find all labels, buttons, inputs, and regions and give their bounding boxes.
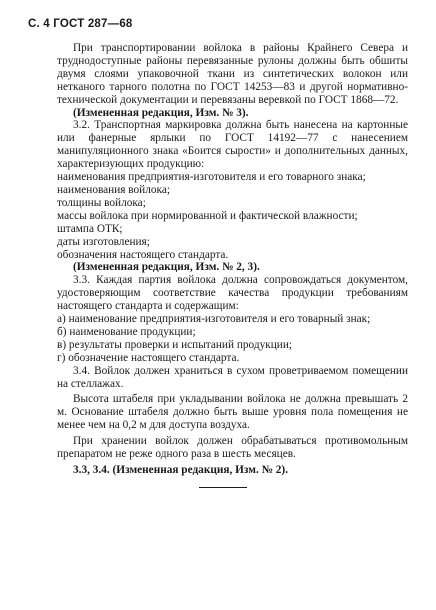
paragraph-transport-north: При транспортировании войлока в районы Крайнего Севера и труднодоступные районы перевязанные рулоны должны быть обшиты двумя слоями упаковочной ткани из синтетических волокон или нетканого тарного полотна по ГОСТ 14253—83 и другой нормативно-технической документации и перевязаны веревкой по ГОСТ 1868—72. [57, 42, 408, 106]
list-item-v: в) результаты проверки и испытаний продукции; [57, 338, 293, 351]
paragraph-3-3: 3.3. Каждая партия войлока должна сопровождаться документом, удостоверяющим соответствие качества продукции требованиям настоящего стандарта и содержащим: [57, 274, 408, 313]
amendment-note-2-3: (Измененная редакция, Изм. № 2, 3). [73, 261, 260, 274]
paragraph-stack-height: Высота штабеля при укладывании войлока не должна превышать 2 м. Основание штабеля должно быть выше уровня пола помещения не менее чем на 0,2 м для доступа воздуха. [57, 393, 408, 432]
list-item-g: г) обозначение настоящего стандарта. [57, 351, 240, 364]
amendment-note-3-3-3-4: 3.3, 3.4. (Измененная редакция, Изм. № 2). [73, 464, 289, 476]
page-header: С. 4 ГОСТ 287—68 [28, 18, 133, 30]
paragraph-3-4: 3.4. Войлок должен храниться в сухом проветриваемом помещении на стеллажах. [57, 364, 408, 390]
list-item-manufacturer: наименования предприятия-изготовителя и его товарного знака; [57, 171, 366, 184]
list-item-mass: массы войлока при нормированной и фактической влажности; [57, 209, 358, 222]
paragraph-moth-treatment: При хранении войлок должен обрабатываться противомольным препаратом не реже одного раза в шесть месяцев. [57, 435, 408, 461]
list-item-thickness: толщины войлока; [57, 196, 146, 209]
list-item-felt-name: наименования войлока; [57, 183, 170, 196]
amendment-note-3: (Измененная редакция, Изм. № 3). [73, 106, 249, 119]
paragraph-3-2: 3.2. Транспортная маркировка должна быть нанесена на картонные или фанерные ярлыки по ГОСТ 14192—77 с нанесением манипуляционного знака «Боится сырости» и дополнительных данных, характеризующих продукцию: [57, 119, 408, 171]
list-item-a: а) наименование предприятия-изготовителя и его товарный знак; [57, 313, 371, 326]
list-item-date: даты изготовления; [57, 235, 150, 248]
list-item-standard: обозначения настоящего стандарта. [57, 248, 229, 261]
document-body [57, 42, 408, 477]
list-item-otk-stamp: штампа ОТК; [57, 222, 123, 235]
list-item-b: б) наименование продукции; [57, 325, 196, 338]
end-divider [199, 487, 247, 488]
